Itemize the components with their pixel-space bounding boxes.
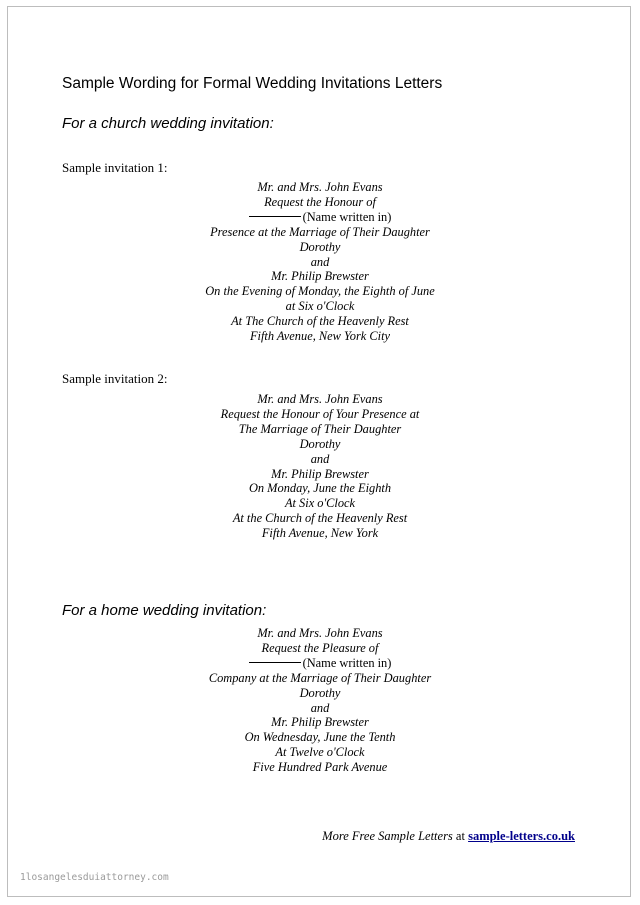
invite-line: At the Church of the Heavenly Rest [232, 511, 408, 526]
invite-line: Dorothy [299, 436, 341, 451]
sample-1-label: Sample invitation 1: [62, 160, 168, 175]
invite-line: Fifth Avenue, New York [261, 526, 379, 541]
invite-line: Mr. and Mrs. John Evans [257, 392, 383, 406]
invite-line: At Six o'Clock [284, 496, 356, 511]
footer-connector: at [455, 829, 465, 843]
invite-line: Mr. and Mrs. John Evans [257, 626, 383, 640]
blank-suffix: (Name written in) [302, 655, 392, 670]
document-title: Sample Wording for Formal Wedding Invitations Letters [62, 75, 443, 92]
invite-line: On the Evening of Monday, the Eighth of June [205, 284, 435, 299]
invite-line: On Monday, June the Eighth [248, 481, 392, 496]
invite-line: and [310, 254, 330, 269]
invite-line: Company at the Marriage of Their Daughter [208, 670, 432, 685]
home-section-heading: For a home wedding invitation: [62, 602, 267, 619]
blank-rule [249, 662, 301, 663]
invite-line: On Wednesday, June the Tenth [244, 730, 396, 745]
invite-line: Request the Pleasure of [261, 640, 379, 655]
blank-suffix: (Name written in) [302, 209, 392, 224]
invite-line: Request the Honour of Your Presence at [220, 406, 420, 421]
footer [0, 829, 575, 844]
sample-1-invitation [160, 180, 480, 344]
invite-line: At Twelve o'Clock [275, 745, 365, 760]
church-section-heading: For a church wedding invitation: [62, 115, 274, 132]
sample-2-invitation [160, 392, 480, 541]
invite-line: at Six o'Clock [285, 299, 355, 314]
sample-letters-link[interactable]: sample-letters.co.uk [468, 829, 575, 843]
sample-2-label: Sample invitation 2: [62, 371, 168, 386]
invite-line: Five Hundred Park Avenue [252, 760, 388, 775]
home-invitation [160, 626, 480, 775]
invite-line: At The Church of the Heavenly Rest [231, 314, 409, 329]
invite-line: Mr. Philip Brewster [271, 269, 369, 284]
invite-line: Request the Honour of [264, 194, 376, 209]
invite-line: Presence at the Marriage of Their Daughter [210, 224, 430, 239]
invite-line: Mr. Philip Brewster [271, 466, 369, 481]
invite-line: The Marriage of Their Daughter [238, 421, 402, 436]
invite-line: Mr. and Mrs. John Evans [257, 180, 383, 194]
invite-line: and [310, 451, 330, 466]
blank-rule [249, 216, 301, 217]
invite-line: Fifth Avenue, New York City [249, 329, 391, 344]
invite-line: and [310, 700, 330, 715]
name-blank-line [160, 210, 480, 225]
name-blank-line [160, 656, 480, 671]
footer-text: More Free Sample Letters [322, 829, 453, 843]
watermark: 1losangelesduiattorney.com [20, 872, 169, 883]
invite-line: Mr. Philip Brewster [271, 715, 369, 730]
invite-line: Dorothy [299, 685, 341, 700]
invite-line: Dorothy [299, 239, 341, 254]
